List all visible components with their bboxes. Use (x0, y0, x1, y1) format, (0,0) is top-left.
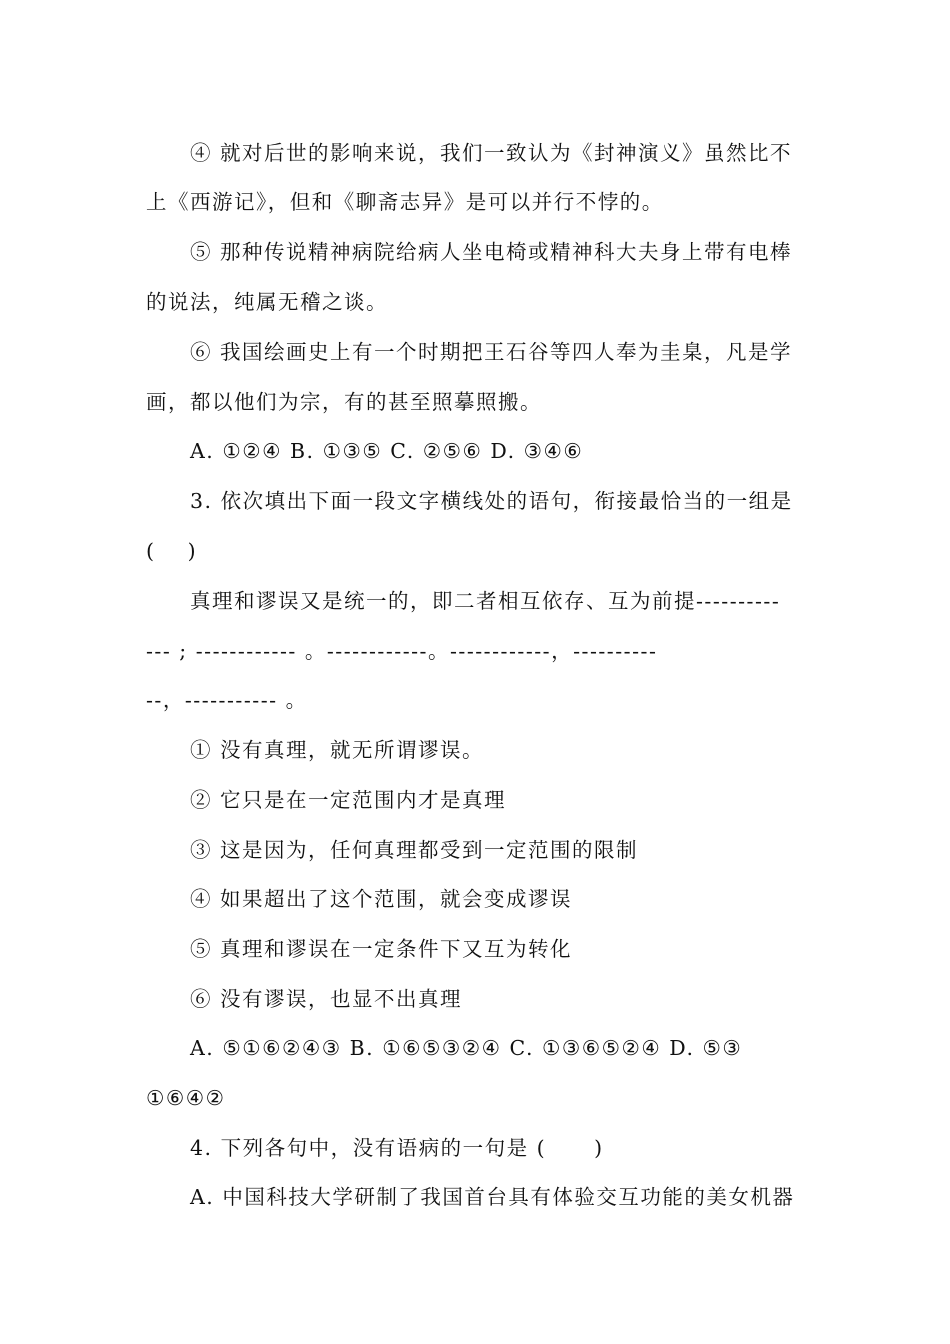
sentence-option: ④ 如果超出了这个范围，就会变成谬误 (190, 887, 573, 911)
text-line: 画，都以他们为宗，有的甚至照摹照搬。 (146, 390, 542, 414)
fill-blank-passage: --- ; ------------ 。------------。------------，---------- (146, 639, 658, 663)
fill-blank-passage: 真理和谬误又是统一的，即二者相互依存、互为前提---------- (190, 589, 781, 613)
sentence-option: ① 没有真理，就无所谓谬误。 (190, 738, 485, 762)
answer-options: A. ⑤①⑥②④③ B. ①⑥⑤③②④ C. ①③⑥⑤②④ D. ⑤③ (190, 1036, 743, 1060)
question-4-option-a: A. 中国科技大学研制了我国首台具有体验交互功能的美女机器 (190, 1185, 795, 1209)
fill-blank-passage: --，----------- 。 (146, 688, 308, 712)
answer-options: ①⑥④② (146, 1086, 226, 1110)
text-line: ⑤ 那种传说精神病院给病人坐电椅或精神科大夫身上带有电棒 (190, 240, 793, 264)
sentence-option: ⑤ 真理和谬误在一定条件下又互为转化 (190, 937, 573, 961)
sentence-option: ② 它只是在一定范围内才是真理 (190, 788, 507, 812)
sentence-option: ⑥ 没有谬误，也显不出真理 (190, 987, 463, 1011)
answer-bracket: ( ) (146, 539, 198, 563)
question-4-stem: 4. 下列各句中，没有语病的一句是 ( ) (190, 1136, 604, 1160)
sentence-option: ③ 这是因为，任何真理都受到一定范围的限制 (190, 838, 639, 862)
text-line: 上《西游记》，但和《聊斋志异》是可以并行不悖的。 (146, 190, 664, 214)
text-line: ⑥ 我国绘画史上有一个时期把王石谷等四人奉为圭臬，凡是学 (190, 340, 793, 364)
text-line: 的说法，纯属无稽之谈。 (146, 290, 388, 314)
answer-options: A. ①②④ B. ①③⑤ C. ②⑤⑥ D. ③④⑥ (190, 439, 584, 463)
question-3-stem: 3. 依次填出下面一段文字横线处的语句，衔接最恰当的一组是 (190, 489, 793, 513)
text-line: ④ 就对后世的影响来说，我们一致认为《封神演义》虽然比不 (190, 141, 793, 165)
